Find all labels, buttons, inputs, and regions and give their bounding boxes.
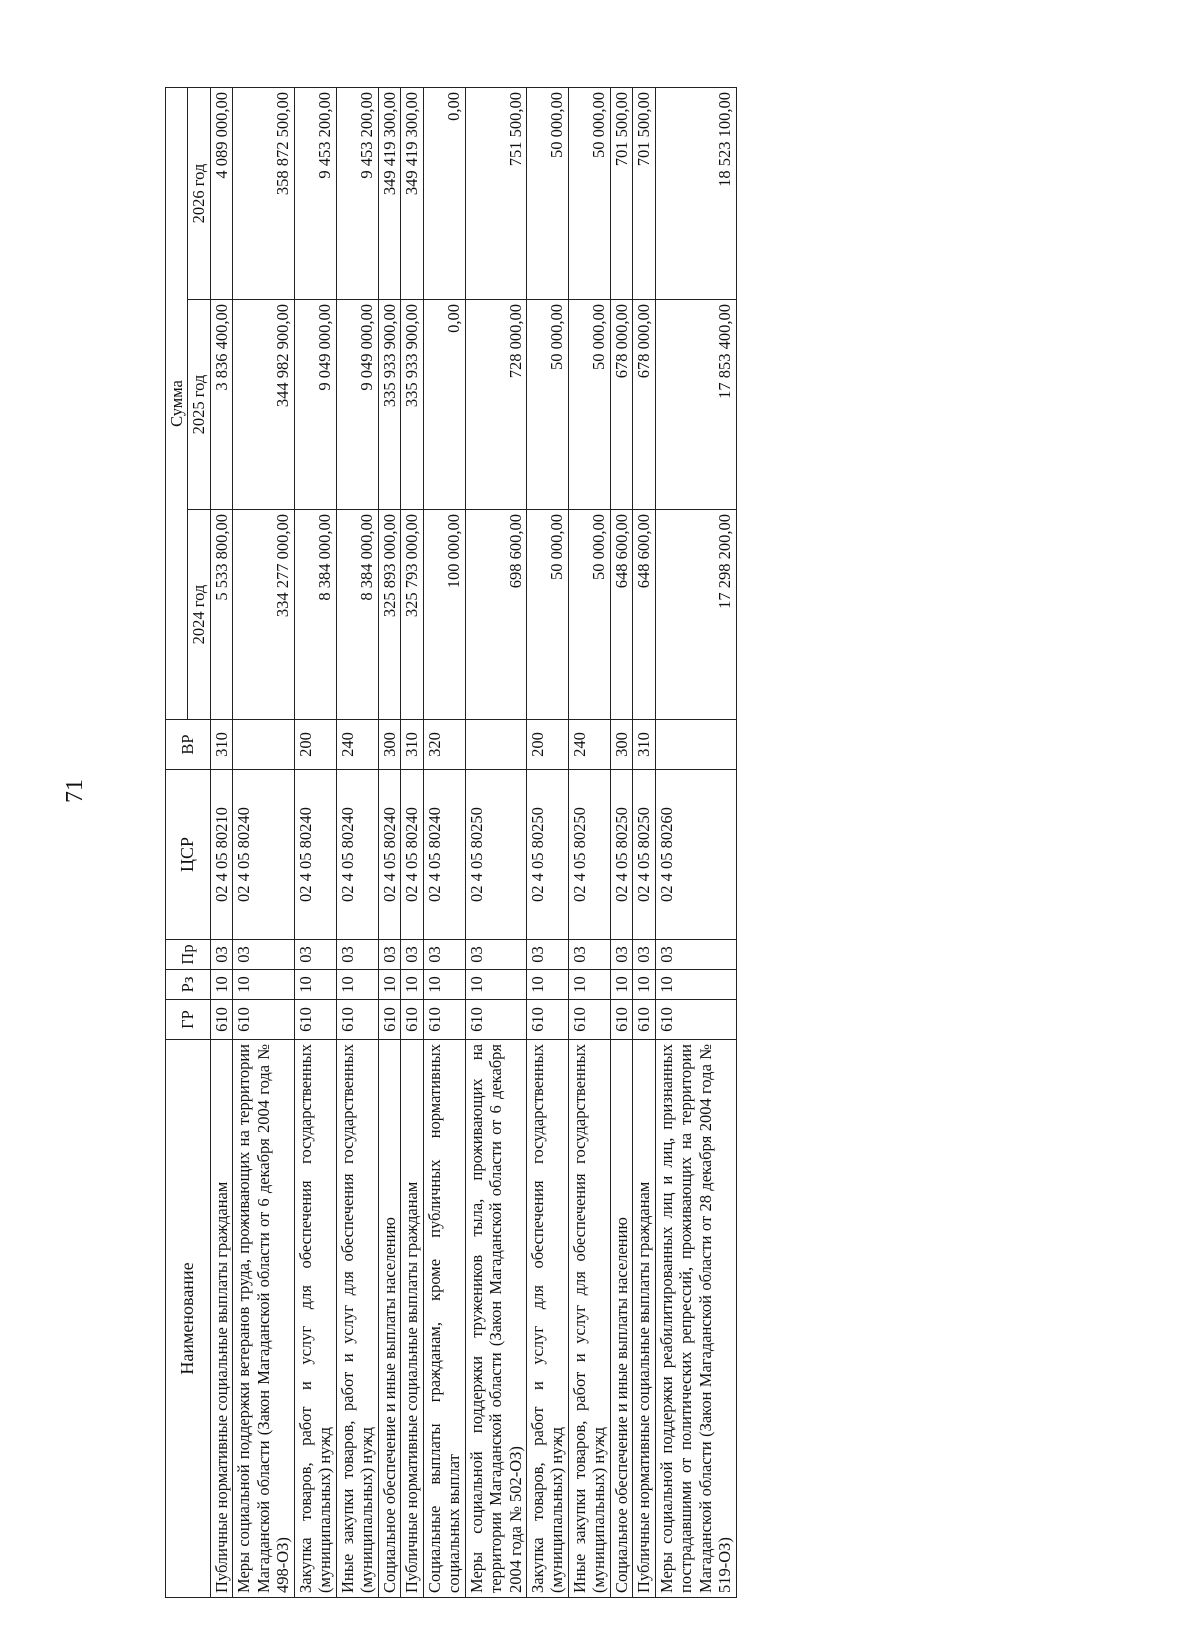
row-pr: 03	[633, 940, 655, 970]
row-pr: 03	[655, 940, 736, 970]
row-sum-2025: 9 049 000,00	[294, 300, 336, 510]
row-pr: 03	[336, 940, 378, 970]
row-vr: 310	[401, 720, 423, 770]
row-sum-2026: 50 000,00	[568, 88, 610, 300]
row-sum-2024: 325 793 000,00	[401, 510, 423, 720]
row-csr: 02 4 05 80240	[233, 770, 294, 940]
row-csr: 02 4 05 80260	[655, 770, 736, 940]
row-sum-2024: 8 384 000,00	[294, 510, 336, 720]
row-sum-2024: 698 600,00	[465, 510, 526, 720]
header-2025: 2025 год	[188, 300, 210, 510]
row-sum-2025: 50 000,00	[526, 300, 568, 510]
row-name: Социальное обеспечение и иные выплаты населению	[378, 1040, 400, 1598]
table-row	[655, 88, 736, 1598]
row-rz: 10	[423, 970, 465, 1000]
row-sum-2026: 701 500,00	[633, 88, 655, 300]
row-csr: 02 4 05 80240	[423, 770, 465, 940]
row-vr: 200	[526, 720, 568, 770]
row-csr: 02 4 05 80250	[568, 770, 610, 940]
table-row	[401, 88, 423, 1598]
row-sum-2026: 0,00	[423, 88, 465, 300]
header-csr: ЦСР	[166, 770, 211, 940]
row-vr: 310	[633, 720, 655, 770]
row-name: Публичные нормативные социальные выплаты гражданам	[210, 1040, 232, 1598]
table-row	[336, 88, 378, 1598]
row-name: Публичные нормативные социальные выплаты гражданам	[401, 1040, 423, 1598]
row-sum-2025: 17 853 400,00	[655, 300, 736, 510]
table-row	[378, 88, 400, 1598]
row-csr: 02 4 05 80240	[336, 770, 378, 940]
row-vr: 300	[378, 720, 400, 770]
row-sum-2026: 358 872 500,00	[233, 88, 294, 300]
row-sum-2025: 335 933 900,00	[401, 300, 423, 510]
row-pr: 03	[568, 940, 610, 970]
row-pr: 03	[233, 940, 294, 970]
table-row	[423, 88, 465, 1598]
row-sum-2026: 701 500,00	[610, 88, 632, 300]
row-csr: 02 4 05 80240	[294, 770, 336, 940]
row-sum-2024: 100 000,00	[423, 510, 465, 720]
row-rz: 10	[568, 970, 610, 1000]
table-row	[526, 88, 568, 1598]
row-rz: 10	[336, 970, 378, 1000]
row-sum-2024: 5 533 800,00	[210, 510, 232, 720]
row-rz: 10	[633, 970, 655, 1000]
row-pr: 03	[423, 940, 465, 970]
row-vr: 240	[568, 720, 610, 770]
row-rz: 10	[233, 970, 294, 1000]
row-pr: 03	[526, 940, 568, 970]
row-gr: 610	[401, 1000, 423, 1040]
row-vr: 240	[336, 720, 378, 770]
row-name: Меры социальной поддержки реабилитированных лиц и лиц, признанных пострадавшими от политических репрессий, проживающих на территории Магаданской области (Закон Магаданской области от 28 декабря 2004 года № 519-ОЗ)	[655, 1040, 736, 1598]
row-csr: 02 4 05 80240	[401, 770, 423, 940]
row-rz: 10	[465, 970, 526, 1000]
row-sum-2025: 344 982 900,00	[233, 300, 294, 510]
rotated-page-content	[165, 88, 1060, 1598]
row-sum-2026: 751 500,00	[465, 88, 526, 300]
page-number: 71	[62, 779, 88, 803]
row-sum-2025: 678 000,00	[610, 300, 632, 510]
row-vr: 300	[610, 720, 632, 770]
row-name: Иные закупки товаров, работ и услуг для обеспечения государственных (муниципальных) нужд	[336, 1040, 378, 1598]
header-2026: 2026 год	[188, 88, 210, 300]
row-pr: 03	[294, 940, 336, 970]
row-name: Закупка товаров, работ и услуг для обеспечения государственных (муниципальных) нужд	[294, 1040, 336, 1598]
row-sum-2024: 8 384 000,00	[336, 510, 378, 720]
table-row	[210, 88, 232, 1598]
row-rz: 10	[294, 970, 336, 1000]
row-gr: 610	[568, 1000, 610, 1040]
row-rz: 10	[526, 970, 568, 1000]
row-sum-2026: 349 419 300,00	[401, 88, 423, 300]
row-vr	[655, 720, 736, 770]
row-sum-2024: 50 000,00	[526, 510, 568, 720]
row-name: Иные закупки товаров, работ и услуг для обеспечения государственных (муниципальных) нужд	[568, 1040, 610, 1598]
row-sum-2024: 334 277 000,00	[233, 510, 294, 720]
row-pr: 03	[378, 940, 400, 970]
row-sum-2026: 9 453 200,00	[336, 88, 378, 300]
row-name: Социальные выплаты гражданам, кроме публичных нормативных социальных выплат	[423, 1040, 465, 1598]
table-header-row-1	[166, 88, 188, 1598]
header-pr: Пр	[166, 940, 211, 970]
table-row	[633, 88, 655, 1598]
row-pr: 03	[401, 940, 423, 970]
row-gr: 610	[378, 1000, 400, 1040]
row-csr: 02 4 05 80250	[610, 770, 632, 940]
row-sum-2025: 3 836 400,00	[210, 300, 232, 510]
row-gr: 610	[633, 1000, 655, 1040]
row-csr: 02 4 05 80250	[633, 770, 655, 940]
header-rz: Рз	[166, 970, 211, 1000]
row-sum-2024: 648 600,00	[633, 510, 655, 720]
row-gr: 610	[655, 1000, 736, 1040]
row-sum-2024: 50 000,00	[568, 510, 610, 720]
row-sum-2025: 678 000,00	[633, 300, 655, 510]
header-2024: 2024 год	[188, 510, 210, 720]
row-vr: 320	[423, 720, 465, 770]
header-vr: ВР	[166, 720, 211, 770]
row-vr: 310	[210, 720, 232, 770]
header-name: Наименование	[166, 1040, 211, 1598]
row-gr: 610	[423, 1000, 465, 1040]
row-rz: 10	[378, 970, 400, 1000]
row-sum-2026: 50 000,00	[526, 88, 568, 300]
row-gr: 610	[526, 1000, 568, 1040]
row-csr: 02 4 05 80240	[378, 770, 400, 940]
row-sum-2024: 648 600,00	[610, 510, 632, 720]
row-rz: 10	[401, 970, 423, 1000]
table-row	[610, 88, 632, 1598]
row-vr: 200	[294, 720, 336, 770]
row-gr: 610	[610, 1000, 632, 1040]
row-name: Меры социальной поддержки тружеников тыла, проживающих на территории Магаданской области (Закон Магаданской области от 6 декабря 2004 года № 502-ОЗ)	[465, 1040, 526, 1598]
row-gr: 610	[336, 1000, 378, 1040]
row-name: Меры социальной поддержки ветеранов труда, проживающих на территории Магаданской области (Закон Магаданской области от 6 декабря 2004 года № 498-ОЗ)	[233, 1040, 294, 1598]
row-sum-2025: 728 000,00	[465, 300, 526, 510]
row-sum-2026: 9 453 200,00	[294, 88, 336, 300]
table-row	[568, 88, 610, 1598]
table-row	[465, 88, 526, 1598]
row-vr	[465, 720, 526, 770]
row-sum-2024: 325 893 000,00	[378, 510, 400, 720]
header-gr: ГР	[166, 1000, 211, 1040]
row-sum-2026: 18 523 100,00	[655, 88, 736, 300]
row-pr: 03	[210, 940, 232, 970]
header-sum: Сумма	[166, 88, 188, 720]
table-row	[294, 88, 336, 1598]
budget-table	[165, 87, 737, 1598]
row-sum-2025: 335 933 900,00	[378, 300, 400, 510]
row-name: Социальное обеспечение и иные выплаты населению	[610, 1040, 632, 1598]
row-sum-2026: 4 089 000,00	[210, 88, 232, 300]
row-name: Закупка товаров, работ и услуг для обеспечения государственных (муниципальных) нужд	[526, 1040, 568, 1598]
row-csr: 02 4 05 80250	[465, 770, 526, 940]
row-gr: 610	[210, 1000, 232, 1040]
row-pr: 03	[465, 940, 526, 970]
row-pr: 03	[610, 940, 632, 970]
row-sum-2025: 50 000,00	[568, 300, 610, 510]
row-rz: 10	[210, 970, 232, 1000]
row-gr: 610	[294, 1000, 336, 1040]
row-sum-2026: 349 419 300,00	[378, 88, 400, 300]
row-sum-2025: 9 049 000,00	[336, 300, 378, 510]
row-gr: 610	[233, 1000, 294, 1040]
row-sum-2025: 0,00	[423, 300, 465, 510]
row-csr: 02 4 05 80250	[526, 770, 568, 940]
row-sum-2024: 17 298 200,00	[655, 510, 736, 720]
row-csr: 02 4 05 80210	[210, 770, 232, 940]
row-gr: 610	[465, 1000, 526, 1040]
row-rz: 10	[655, 970, 736, 1000]
row-rz: 10	[610, 970, 632, 1000]
row-name: Публичные нормативные социальные выплаты гражданам	[633, 1040, 655, 1598]
table-row	[233, 88, 294, 1598]
row-vr	[233, 720, 294, 770]
